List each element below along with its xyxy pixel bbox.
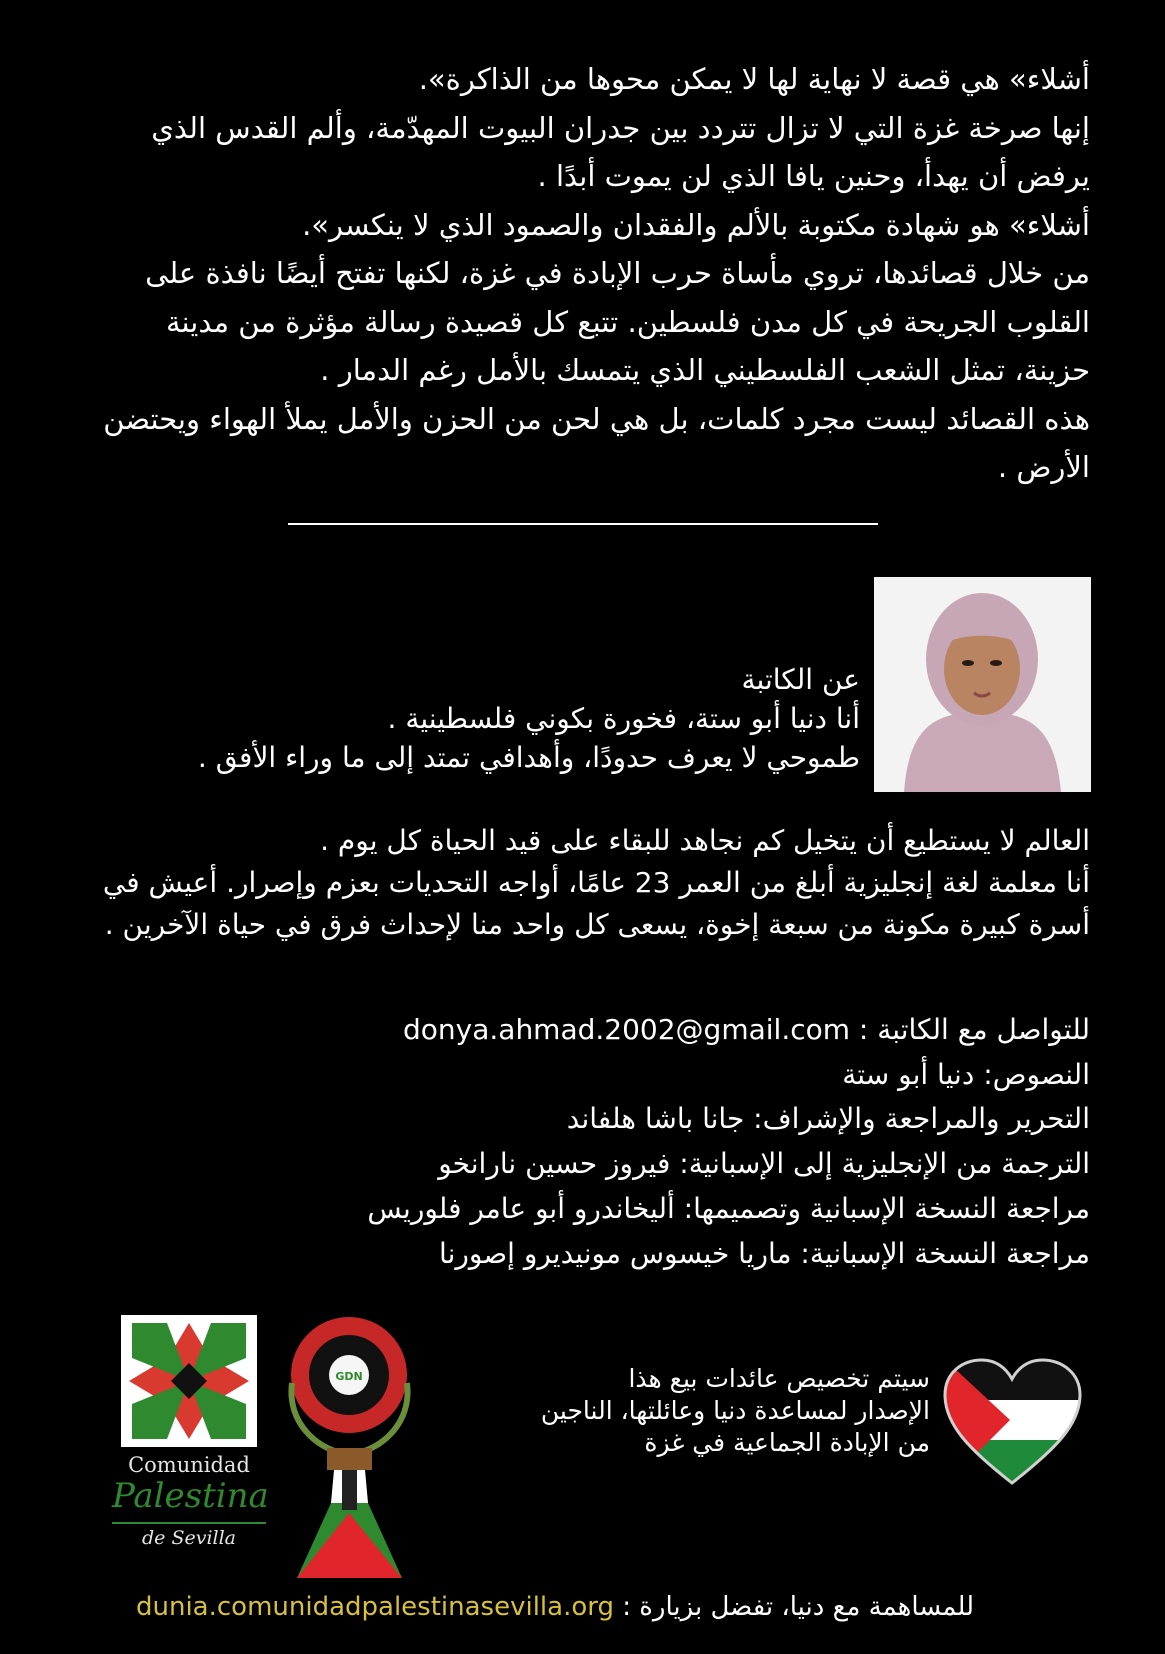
intro-text [100,55,1090,492]
about-author [180,660,860,777]
donation-note [450,1363,930,1459]
intro-line-4: من خلال قصائدها، تروي مأساة حرب الإبادة في غزة، لكنها تفتح أيضًا نافذة على القلوب الجريحة في كل مدن فلسطين. تتبع كل قصيدة رسالة مؤثرة من مدينة حزينة، تمثل الشعب الفلسطيني الذي يتمسك بالأمل رغم الدمار . [145,256,1090,387]
credit-editing: التحرير والمراجعة والإشراف: جانا باشا هلفاند [566,1102,1090,1136]
donation-line-1: سيتم تخصيص عائدات بيع هذا [628,1364,930,1393]
about-heading: عن الكاتبة [741,663,860,696]
section-divider [288,523,878,525]
bio-line-1: العالم لا يستطيع أن يتخيل كم نجاهد للبقاء على قيد الحياة كل يوم . [320,824,1090,857]
intro-line-3: أشلاء» هو شهادة مكتوبة بالألم والفقدان والصمود الذي لا ينكسر». [302,207,1090,242]
donation-line-3: من الإبادة الجماعية في غزة [644,1428,930,1457]
about-line-1: أنا دنيا أبو ستة، فخورة بكوني فلسطينية . [387,702,860,735]
footer-contribution [100,1592,1010,1622]
comunidad-palestina-logo [112,1313,269,1558]
palestine-heart [940,1355,1085,1490]
donation-line-2: الإصدار لمساعدة دنيا وعائلتها، الناجين [540,1396,930,1425]
credits [200,1008,1090,1276]
emblem-icon [282,1313,417,1583]
author-bio [80,820,1090,946]
contact-label: للتواصل مع الكاتبة : [858,1013,1090,1046]
footer-url-link[interactable]: dunia.comunidadpalestinasevilla.org [135,1592,614,1622]
contact-email[interactable]: donya.ahmad.2002@gmail.com [403,1013,851,1046]
author-photo [874,577,1091,792]
about-line-2: طموحي لا يعرف حدودًا، وأهدافي تمتد إلى ما وراء الأفق . [197,741,860,774]
intro-line-2: إنها صرخة غزة التي لا تزال تتردد بين جدران البيوت المهدّمة، وألم القدس الذي يرفض أن يهدأ، وحنين يافا الذي لن يموت أبدًا . [151,110,1090,193]
intro-line-1: أشلاء» هي قصة لا نهاية لها لا يمكن محوها من الذاكرة». [418,62,1090,96]
logo-line-1: Comunidad [128,1453,250,1477]
credit-texts: النصوص: دنيا أبو ستة [842,1057,1090,1091]
logo-line-2: Palestina [112,1476,266,1524]
logo-line-3: de Sevilla [142,1527,236,1549]
heart-flag-icon [940,1355,1085,1490]
contact-line [200,1008,1090,1053]
credit-design: مراجعة النسخة الإسبانية وتصميمها: أليخاندرو أبو عامر فلوريس [367,1191,1090,1225]
gdn-emblem [282,1313,417,1583]
bio-line-2: أنا معلمة لغة إنجليزية أبلغ من العمر 23 عامًا، أواجه التحديات بعزم وإصرار. أعيش في أسرة كبيرة مكونة من سبعة إخوة، يسعى كل واحد منا لإحداث فرق في حياة الآخرين . [102,866,1090,941]
credit-translation: الترجمة من الإنجليزية إلى الإسبانية: فيروز حسين نارانخو [438,1147,1090,1181]
star-tile-icon [112,1313,266,1449]
credit-review: مراجعة النسخة الإسبانية: ماريا خيسوس مونيديرو إصورنا [439,1236,1090,1270]
intro-line-5: هذه القصائد ليست مجرد كلمات، بل هي لحن من الحزن والأمل يملأ الهواء ويحتضن الأرض . [103,401,1090,484]
footer-label: للمساهمة مع دنيا، تفضل بزيارة : [622,1592,974,1622]
emblem-text: GDN [335,1370,363,1383]
